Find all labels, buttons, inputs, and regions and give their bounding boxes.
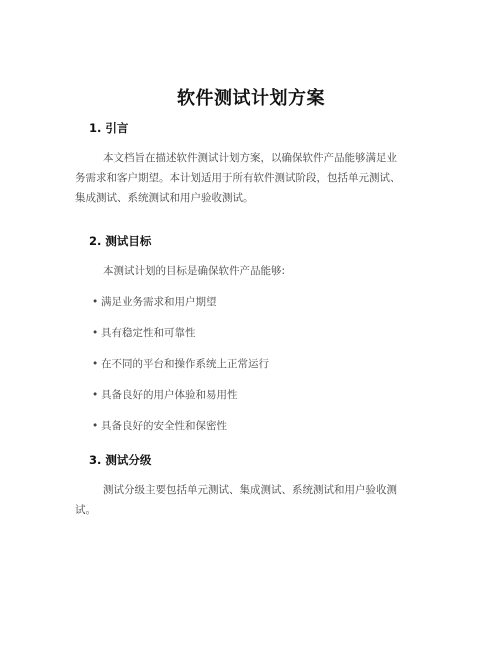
section-heading-test-goals: 2. 测试目标 bbox=[89, 234, 152, 248]
paragraph-line: 务需求和客户期望。本计划适用于所有软件测试阶段，包括单元测试、 bbox=[75, 172, 401, 184]
bullet-text: 具备良好的用户体验和易用性 bbox=[101, 389, 238, 401]
bullet-item bbox=[92, 356, 269, 371]
section-heading-test-levels: 3. 测试分级 bbox=[89, 453, 152, 467]
bullet-item bbox=[92, 325, 196, 340]
bullet-item bbox=[92, 294, 217, 309]
paragraph-line: 本文档旨在描述软件测试计划方案，以确保软件产品能够满足业 bbox=[103, 152, 397, 164]
bullet-icon: • bbox=[92, 327, 99, 339]
bullet-text: 在不同的平台和操作系统上正常运行 bbox=[101, 358, 269, 370]
paragraph-line: 试。 bbox=[75, 504, 96, 516]
document-title: 软件测试计划方案 bbox=[177, 88, 325, 109]
bullet-icon: • bbox=[92, 420, 99, 432]
paragraph-line: 本测试计划的目标是确保软件产品能够: bbox=[103, 265, 286, 277]
section-heading-introduction: 1. 引言 bbox=[89, 121, 129, 135]
paragraph-line: 测试分级主要包括单元测试、集成测试、系统测试和用户验收测 bbox=[103, 484, 397, 496]
bullet-item bbox=[92, 387, 238, 402]
bullet-text: 具有稳定性和可靠性 bbox=[101, 327, 196, 339]
test-goals-intro bbox=[89, 261, 429, 281]
bullet-text: 具备良好的安全性和保密性 bbox=[101, 420, 227, 432]
bullet-icon: • bbox=[92, 358, 99, 370]
paragraph-line: 集成测试、系统测试和用户验收测试。 bbox=[75, 192, 254, 204]
bullet-icon: • bbox=[92, 389, 99, 401]
bullet-item bbox=[92, 418, 227, 433]
test-levels-paragraph bbox=[75, 480, 429, 520]
bullet-text: 满足业务需求和用户期望 bbox=[101, 296, 217, 308]
bullet-icon: • bbox=[92, 296, 99, 308]
introduction-paragraph bbox=[75, 148, 429, 208]
